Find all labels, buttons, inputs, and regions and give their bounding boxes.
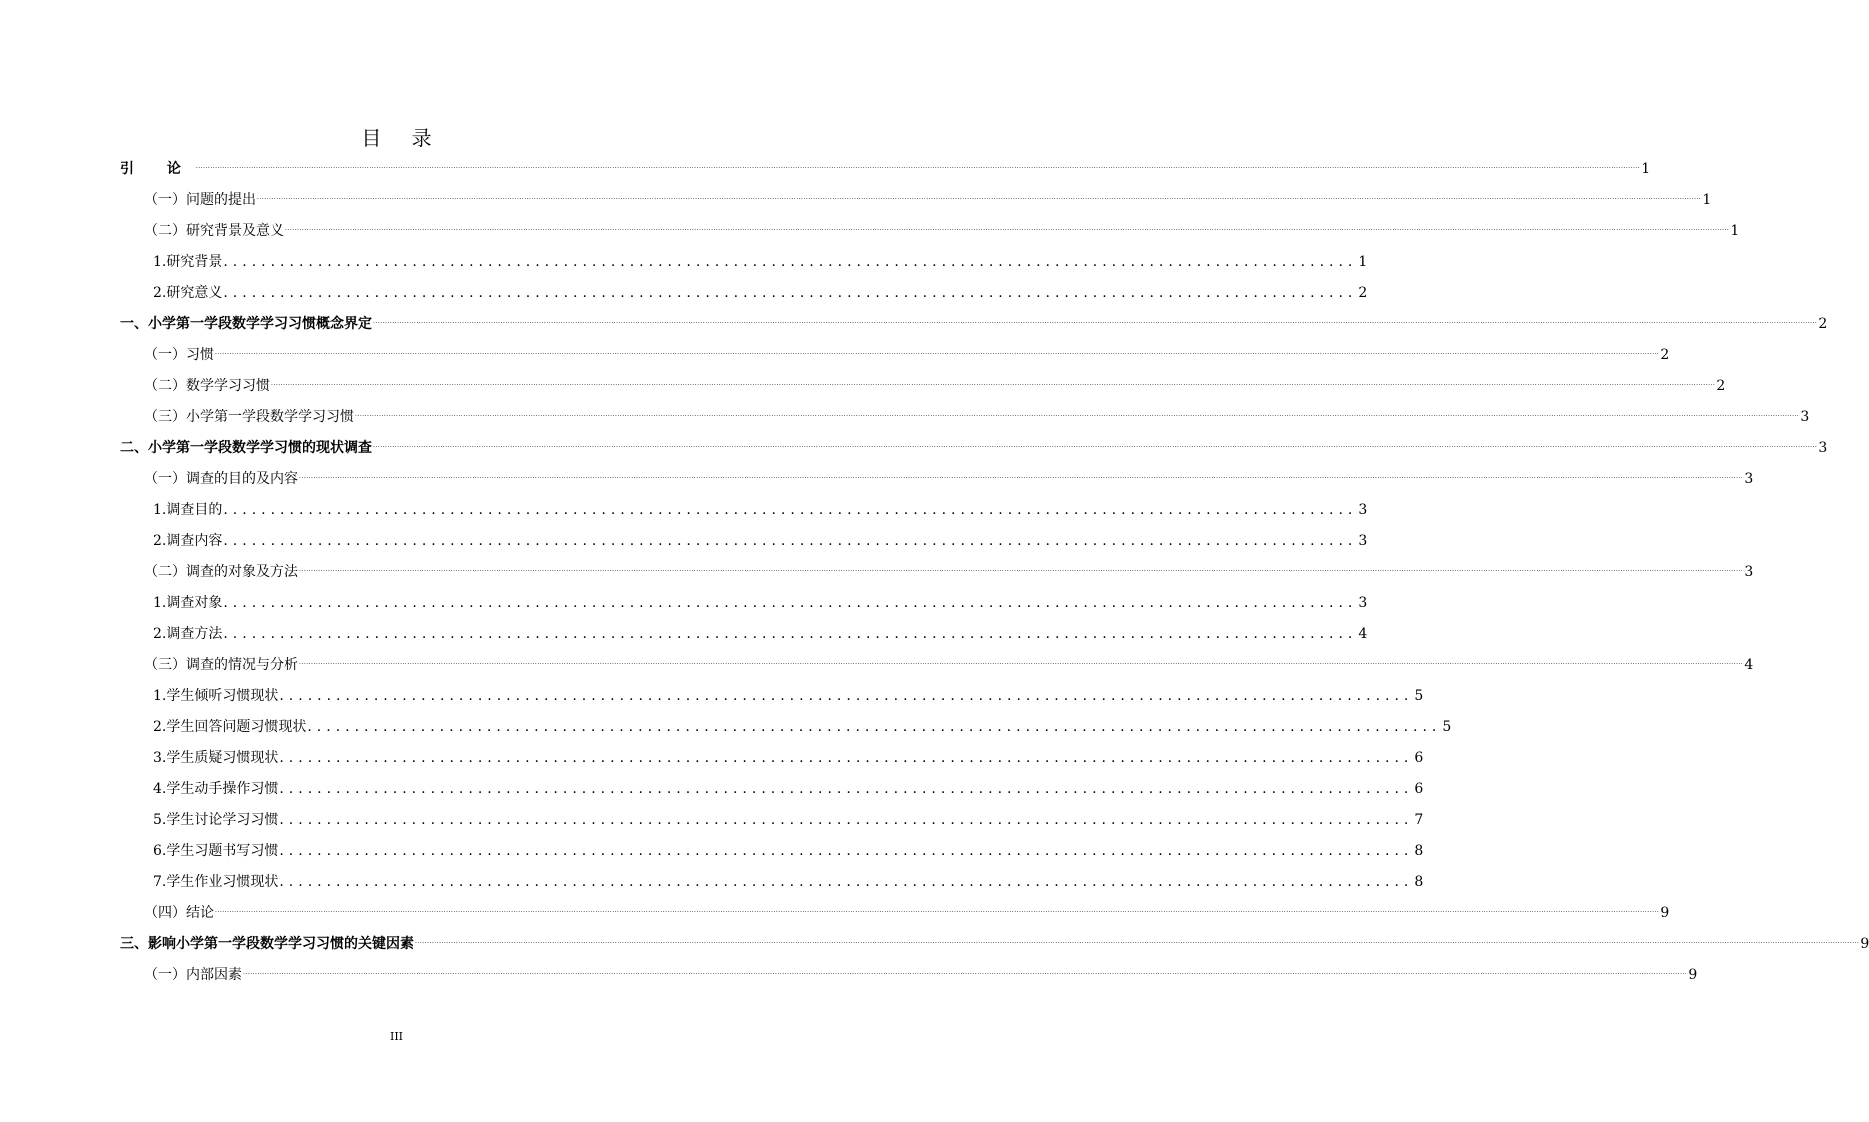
toc-entry[interactable] <box>120 309 1828 340</box>
toc-entry-page: 2 <box>1358 285 1368 301</box>
toc-entry[interactable] <box>120 340 1670 371</box>
toc-entry[interactable] <box>120 898 1670 929</box>
toc-entry[interactable] <box>120 712 1452 743</box>
toc-dot-leader: ........................................................................................................................ <box>279 812 1414 828</box>
toc-entry-page: 5 <box>1442 719 1452 735</box>
toc-entry-label: （一）调查的目的及内容 <box>144 471 298 487</box>
toc-entry-label: 1.研究背景 <box>153 254 223 270</box>
toc-entry-label: 三、影响小学第一学段数学学习习惯的关键因素 <box>120 936 414 952</box>
toc-dot-leader: ........................................................................................................................................................................................................................................................................................................................................................................................................................................................................................................................................................................................................................ <box>215 349 1660 356</box>
toc-entry-label: （一）问题的提出 <box>144 192 256 208</box>
toc-entry-page: 3 <box>1800 409 1810 425</box>
toc-entry-page: 6 <box>1414 781 1424 797</box>
toc-dot-leader: ........................................................................................................................................................................................................................................................................................................................................................................................................................................................................................................................................................................................................................ <box>299 473 1744 480</box>
toc-dot-leader: ........................................................................................................................................................................................................................................................................................................................................................................................................................................................................................................................................................................................................................ <box>299 659 1744 666</box>
toc-entry[interactable] <box>120 929 1869 960</box>
toc-entry[interactable] <box>120 588 1368 619</box>
toc-dot-leader: ........................................................................................................................................................................................................................................................................................................................................................................................................................................................................................................................................................................................................................ <box>373 318 1818 325</box>
toc-dot-leader: ........................................................................................................................................................................................................................................................................................................................................................................................................................................................................................................................................................................................................................ <box>271 380 1716 387</box>
toc-entry-label: 1.学生倾听习惯现状 <box>153 688 279 704</box>
toc-entry-label: 6.学生习题书写习惯 <box>153 843 279 859</box>
toc-entry-page: 3 <box>1358 502 1368 518</box>
toc-entry-label: 1.调查目的 <box>153 502 223 518</box>
toc-entry-page: 1 <box>1730 223 1740 239</box>
toc-entry-label: 一、小学第一学段数学学习习惯概念界定 <box>120 316 372 332</box>
toc-entry-label: （三）小学第一学段数学学习习惯 <box>144 409 354 425</box>
toc-entry-label: 引 论 <box>120 161 195 177</box>
page-title: 目 录 <box>361 126 444 150</box>
toc-entry[interactable] <box>120 805 1424 836</box>
toc-dot-leader: ........................................................................................................................ <box>279 688 1414 704</box>
toc-entry[interactable] <box>120 650 1754 681</box>
toc-entry-label: （一）内部因素 <box>144 967 242 983</box>
toc-entry-page: 1 <box>1641 161 1651 177</box>
toc-dot-leader: ........................................................................................................................ <box>223 626 1358 642</box>
toc-dot-leader: ........................................................................................................................................................................................................................................................................................................................................................................................................................................................................................................................................................................................................................ <box>243 969 1688 976</box>
toc-entry[interactable] <box>120 278 1368 309</box>
toc-dot-leader: ........................................................................................................................ <box>223 285 1358 301</box>
toc-entry[interactable] <box>120 774 1424 805</box>
toc-entry-page: 2 <box>1716 378 1726 394</box>
toc-entry-page: 9 <box>1860 936 1869 952</box>
toc-dot-leader: ........................................................................................................................ <box>279 750 1414 766</box>
toc-entry[interactable] <box>120 619 1368 650</box>
toc-dot-leader: ........................................................................................................................................................................................................................................................................................................................................................................................................................................................................................................................................................................................................................ <box>415 938 1860 945</box>
toc-dot-leader: ........................................................................................................................ <box>279 781 1414 797</box>
table-of-contents <box>120 154 1869 991</box>
toc-dot-leader: ........................................................................................................................................................................................................................................................................................................................................................................................................................................................................................................................................................................................................................ <box>373 442 1818 449</box>
toc-entry-page: 9 <box>1688 967 1698 983</box>
toc-dot-leader: ........................................................................................................................................................................................................................................................................................................................................................................................................................................................................................................................................................................................................................ <box>257 194 1702 201</box>
toc-entry[interactable] <box>120 154 1651 185</box>
toc-entry-page: 3 <box>1744 471 1754 487</box>
toc-entry-label: （三）调查的情况与分析 <box>144 657 298 673</box>
toc-entry-page: 1 <box>1702 192 1712 208</box>
toc-entry-page: 9 <box>1660 905 1670 921</box>
toc-entry-page: 3 <box>1358 595 1368 611</box>
toc-dot-leader: ........................................................................................................................................................................................................................................................................................................................................................................................................................................................................................................................................................................................................................ <box>195 163 1641 170</box>
toc-entry[interactable] <box>120 867 1424 898</box>
toc-entry-page: 3 <box>1358 533 1368 549</box>
toc-entry-label: 2.学生回答问题习惯现状 <box>153 719 307 735</box>
toc-entry-page: 3 <box>1744 564 1754 580</box>
toc-entry[interactable] <box>120 464 1754 495</box>
toc-dot-leader: ........................................................................................................................ <box>307 719 1442 735</box>
toc-entry[interactable] <box>120 185 1712 216</box>
toc-dot-leader: ........................................................................................................................ <box>279 874 1414 890</box>
toc-entry-label: （二）调查的对象及方法 <box>144 564 298 580</box>
toc-entry-label: 二、小学第一学段数学学习惯的现状调查 <box>120 440 372 456</box>
toc-entry-label: 4.学生动手操作习惯 <box>153 781 279 797</box>
toc-entry[interactable] <box>120 216 1740 247</box>
toc-entry[interactable] <box>120 247 1368 278</box>
toc-entry[interactable] <box>120 743 1424 774</box>
toc-entry[interactable] <box>120 371 1726 402</box>
toc-entry-label: 5.学生讨论学习习惯 <box>153 812 279 828</box>
page-number: III <box>389 1030 404 1043</box>
toc-entry[interactable] <box>120 836 1424 867</box>
toc-entry-page: 4 <box>1358 626 1368 642</box>
toc-entry-page: 4 <box>1744 657 1754 673</box>
toc-entry-label: 2.调查方法 <box>153 626 223 642</box>
toc-dot-leader: ........................................................................................................................................................................................................................................................................................................................................................................................................................................................................................................................................................................................................................ <box>355 411 1800 418</box>
toc-entry-label: 3.学生质疑习惯现状 <box>153 750 279 766</box>
toc-entry-label: （二）研究背景及意义 <box>144 223 284 239</box>
toc-entry[interactable] <box>120 681 1424 712</box>
toc-entry-page: 7 <box>1414 812 1424 828</box>
toc-entry-page: 2 <box>1818 316 1828 332</box>
toc-dot-leader: ........................................................................................................................ <box>279 843 1414 859</box>
toc-entry[interactable] <box>120 402 1810 433</box>
toc-entry-page: 3 <box>1818 440 1828 456</box>
toc-dot-leader: ........................................................................................................................ <box>223 533 1358 549</box>
toc-entry-page: 1 <box>1358 254 1368 270</box>
toc-entry-label: 2.研究意义 <box>153 285 223 301</box>
toc-dot-leader: ........................................................................................................................................................................................................................................................................................................................................................................................................................................................................................................................................................................................................................ <box>285 225 1730 232</box>
toc-entry-label: （四）结论 <box>144 905 214 921</box>
toc-entry-page: 8 <box>1414 874 1424 890</box>
toc-dot-leader: ........................................................................................................................ <box>223 502 1358 518</box>
toc-entry-page: 2 <box>1660 347 1670 363</box>
toc-entry-label: 1.调查对象 <box>153 595 223 611</box>
toc-entry[interactable] <box>120 526 1368 557</box>
toc-entry-page: 8 <box>1414 843 1424 859</box>
toc-entry-label: （一）习惯 <box>144 347 214 363</box>
toc-entry[interactable] <box>120 495 1368 526</box>
toc-entry[interactable] <box>120 557 1754 588</box>
toc-dot-leader: ........................................................................................................................................................................................................................................................................................................................................................................................................................................................................................................................................................................................................................ <box>299 566 1744 573</box>
toc-entry-label: 2.调查内容 <box>153 533 223 549</box>
toc-entry-page: 6 <box>1414 750 1424 766</box>
toc-entry-label: （二）数学学习习惯 <box>144 378 270 394</box>
toc-dot-leader: ........................................................................................................................ <box>223 254 1358 270</box>
toc-entry[interactable] <box>120 433 1828 464</box>
toc-dot-leader: ........................................................................................................................ <box>223 595 1358 611</box>
toc-dot-leader: ........................................................................................................................................................................................................................................................................................................................................................................................................................................................................................................................................................................................................................ <box>215 907 1660 914</box>
toc-entry-page: 5 <box>1414 688 1424 704</box>
toc-entry-label: 7.学生作业习惯现状 <box>153 874 279 890</box>
toc-entry[interactable] <box>120 960 1698 991</box>
